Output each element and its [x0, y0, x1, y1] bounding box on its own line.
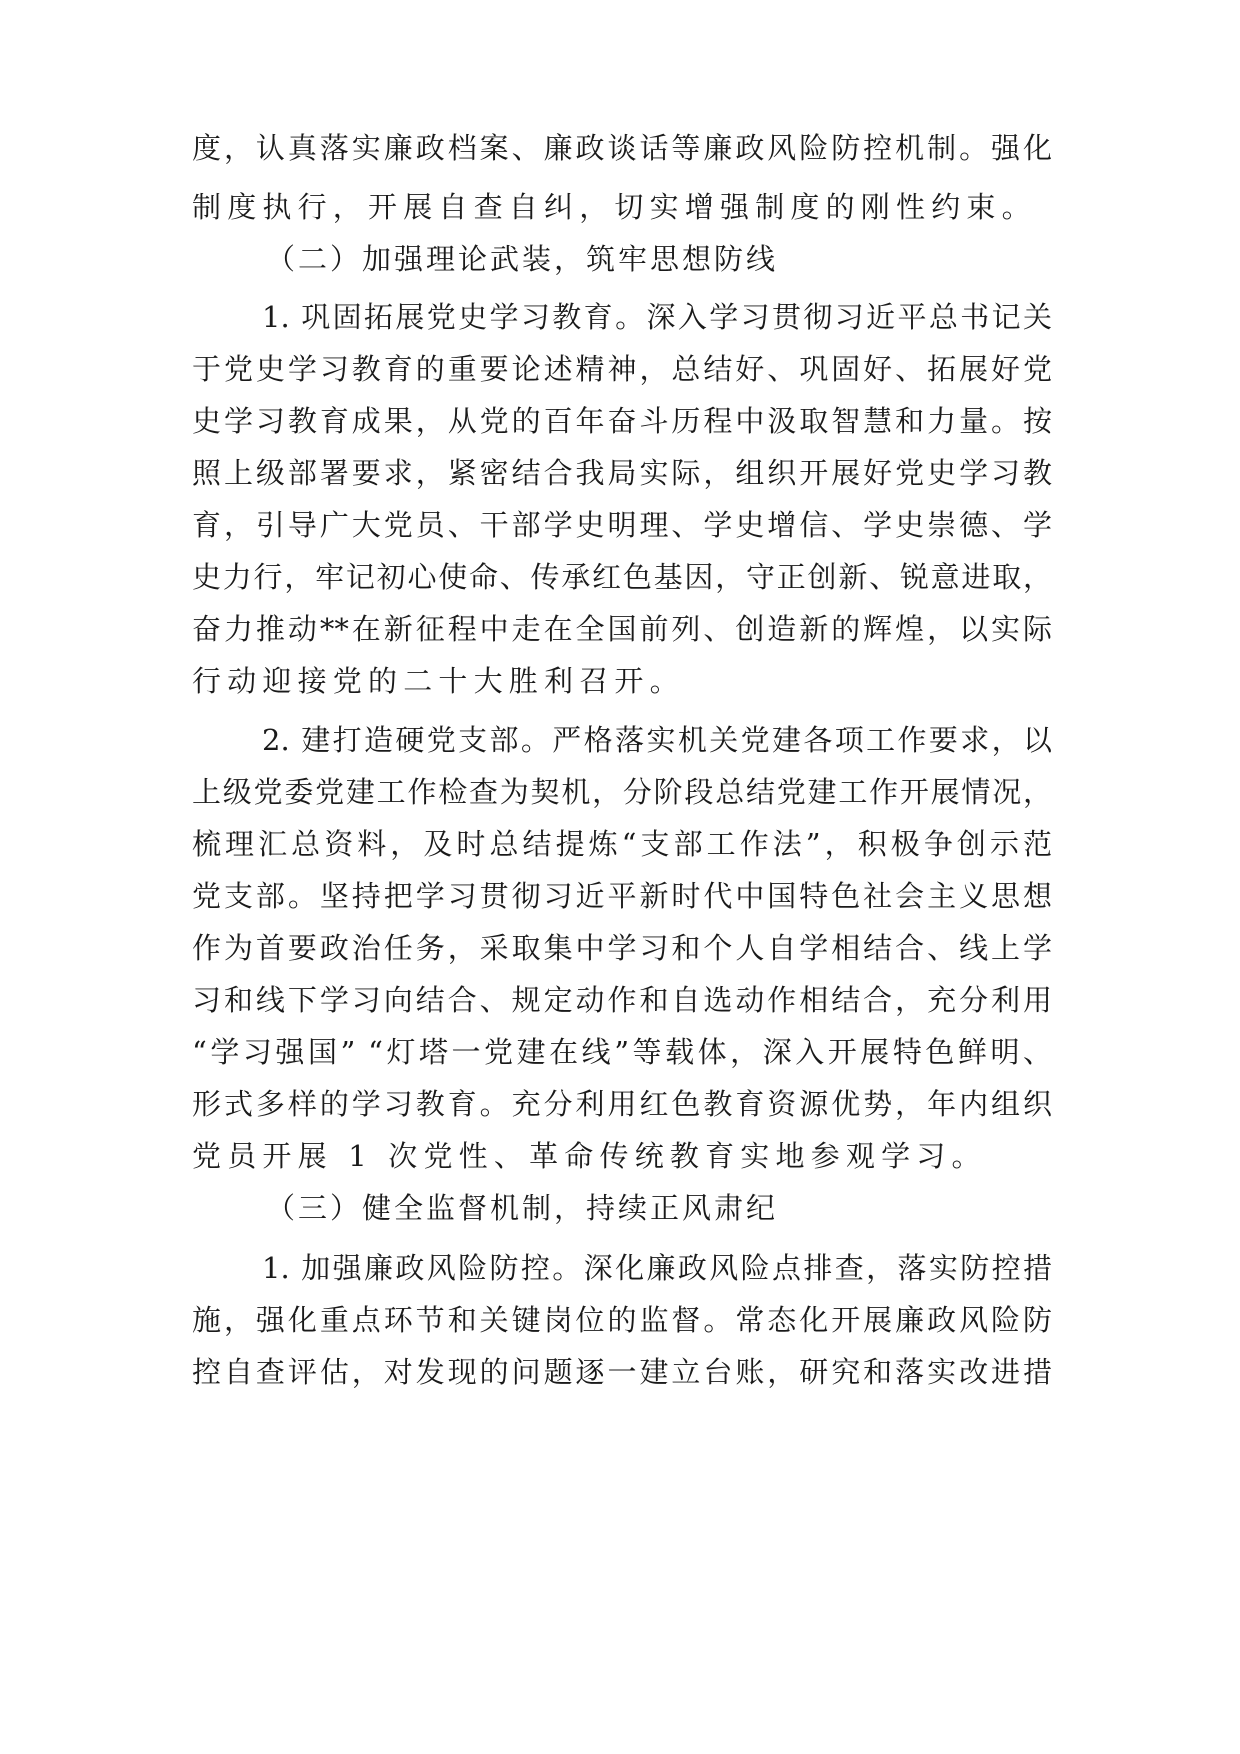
section-heading: （二）加强理论武装，筑牢思想防线 [266, 242, 779, 276]
body-text-line: 1. 巩固拓展党史学习教育。深入学习贯彻习近平总书记关 [262, 300, 1052, 334]
body-text-line: 习和线下学习向结合、规定动作和自选动作相结合，充分利用 [192, 983, 1052, 1017]
body-text-line: 于党史学习教育的重要论述精神，总结好、巩固好、拓展好党 [192, 352, 1052, 386]
body-text-line: 作为首要政治任务，采取集中学习和个人自学相结合、线上学 [192, 931, 1052, 965]
body-text-line: 行动迎接党的二十大胜利召开。 [192, 664, 685, 698]
body-text-line: 史学习教育成果，从党的百年奋斗历程中汲取智慧和力量。按 [192, 404, 1052, 438]
body-text-line: “学习强国” “灯塔一党建在线”等载体，深入开展特色鲜明、 [192, 1035, 1052, 1069]
body-text-line: 形式多样的学习教育。充分利用红色教育资源优势，年内组织 [192, 1087, 1052, 1121]
body-text-line: 制度执行，开展自查自纠，切实增强制度的刚性约束。 [192, 190, 1037, 224]
body-text-line: 控自查评估，对发现的问题逐一建立台账，研究和落实改进措 [192, 1355, 1052, 1389]
body-text-line: 奋力推动**在新征程中走在全国前列、创造新的辉煌，以实际 [192, 612, 1052, 646]
section-heading: （三）健全监督机制，持续正风肃纪 [266, 1191, 779, 1225]
body-text-line: 度，认真落实廉政档案、廉政谈话等廉政风险防控机制。强化 [192, 131, 1052, 165]
body-text-line: 上级党委党建工作检查为契机，分阶段总结党建工作开展情况， [192, 775, 1052, 809]
body-text-line: 党支部。坚持把学习贯彻习近平新时代中国特色社会主义思想 [192, 879, 1052, 913]
body-text-line: 照上级部署要求，紧密结合我局实际，组织开展好党史学习教 [192, 456, 1052, 490]
body-text-line: 2. 建打造硬党支部。严格落实机关党建各项工作要求，以 [262, 723, 1052, 757]
body-text-line: 梳理汇总资料，及时总结提炼“支部工作法”，积极争创示范 [192, 827, 1052, 861]
body-text-line: 育，引导广大党员、干部学史明理、学史增信、学史崇德、学 [192, 508, 1052, 542]
body-text-line: 1. 加强廉政风险防控。深化廉政风险点排查，落实防控措 [262, 1251, 1052, 1285]
body-text-line: 党员开展 1 次党性、革命传统教育实地参观学习。 [192, 1139, 987, 1173]
body-text-line: 施，强化重点环节和关键岗位的监督。常态化开展廉政风险防 [192, 1303, 1052, 1337]
body-text-line: 史力行，牢记初心使命、传承红色基因，守正创新、锐意进取， [192, 560, 1052, 594]
